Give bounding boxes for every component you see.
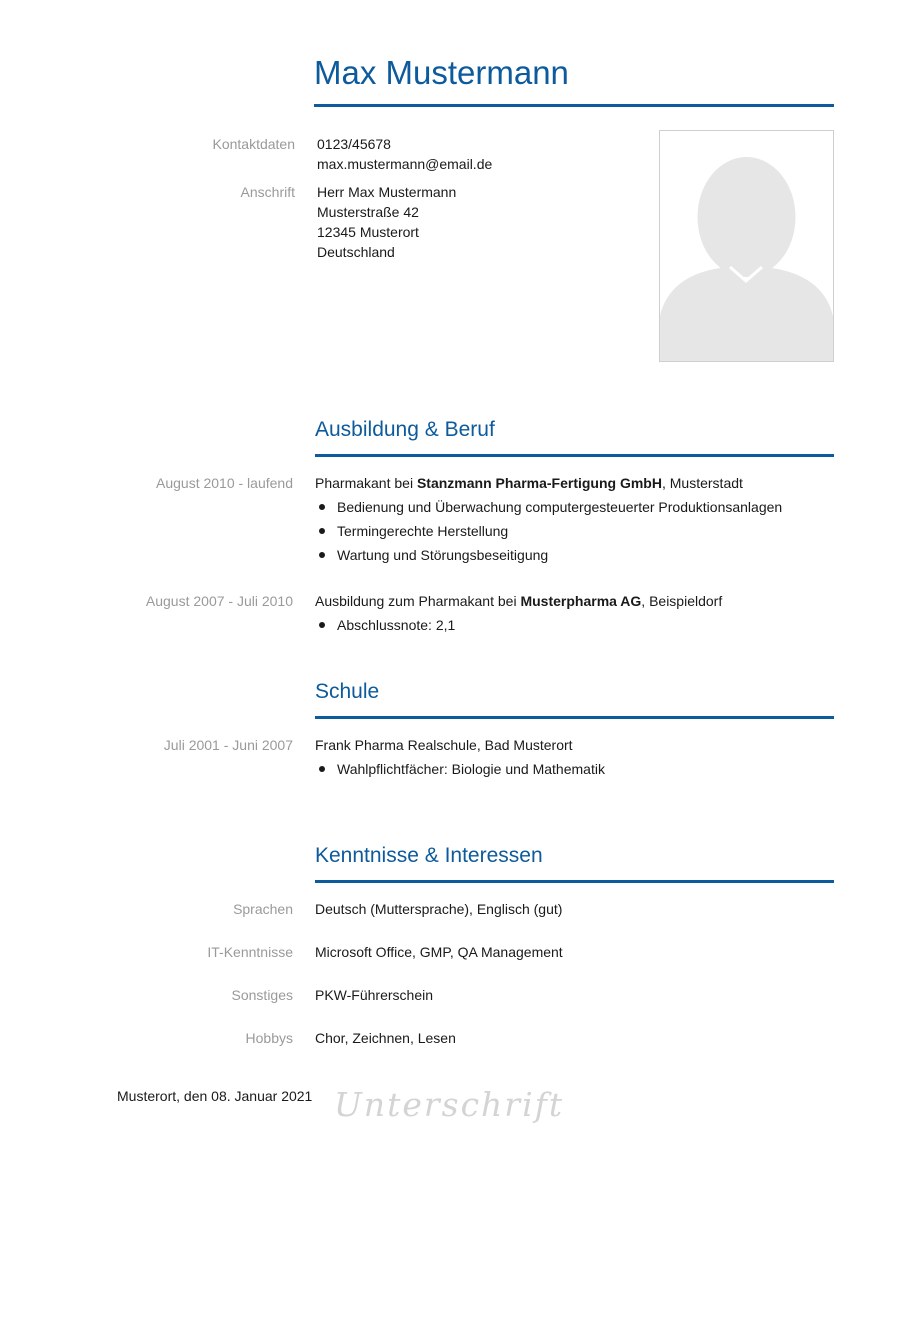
list-item: Wartung und Störungsbeseitigung [337, 547, 549, 563]
entry-title: Ausbildung zum Pharmakant bei Musterpharma AG, Beispieldorf [315, 593, 723, 609]
phone-value: 0123/45678 [317, 136, 391, 152]
address-line: Deutschland [317, 244, 395, 260]
skill-label: IT-Kenntnisse [207, 944, 293, 960]
email-value: max.mustermann@email.de [317, 156, 493, 172]
contact-label: Kontaktdaten [212, 136, 295, 152]
section-divider [315, 880, 834, 883]
list-item: Bedienung und Überwachung computergesteuerter Produktionsanlagen [337, 499, 783, 515]
address-label: Anschrift [240, 184, 295, 200]
address-line: Musterstraße 42 [317, 204, 419, 220]
entry-title: Pharmakant bei Stanzmann Pharma-Fertigung GmbH, Musterstadt [315, 475, 743, 491]
list-item: Wahlpflichtfächer: Biologie und Mathematik [337, 761, 605, 777]
list-item: Termingerechte Herstellung [337, 523, 509, 539]
list-item: Abschlussnote: 2,1 [337, 617, 456, 633]
skill-label: Sprachen [233, 901, 293, 917]
entry-title: Frank Pharma Realschule, Bad Musterort [315, 737, 573, 753]
entry-date: August 2007 - Juli 2010 [145, 593, 293, 609]
address-line: 12345 Musterort [317, 224, 419, 240]
profile-photo [659, 130, 834, 362]
entry-date: August 2010 - laufend [156, 475, 293, 491]
skill-value: Deutsch (Muttersprache), Englisch (gut) [315, 901, 563, 917]
place-date: Musterort, den 08. Januar 2021 [117, 1088, 313, 1104]
cv-name: Max Mustermann [314, 54, 569, 91]
skill-value: Chor, Zeichnen, Lesen [315, 1030, 456, 1046]
person-silhouette-icon [660, 131, 833, 361]
section-divider [315, 454, 834, 457]
header-divider [314, 104, 834, 107]
address-line: Herr Max Mustermann [317, 184, 457, 200]
skill-value: PKW-Führerschein [315, 987, 434, 1003]
skill-label: Hobbys [245, 1030, 293, 1046]
skill-value: Microsoft Office, GMP, QA Management [315, 944, 563, 960]
section-title-career: Ausbildung & Beruf [315, 418, 495, 441]
section-title-school: Schule [315, 680, 380, 703]
section-divider [315, 716, 834, 719]
signature: Unterschrift [334, 1085, 565, 1124]
section-title-skills: Kenntnisse & Interessen [315, 844, 543, 867]
skill-label: Sonstiges [231, 987, 293, 1003]
entry-date: Juli 2001 - Juni 2007 [163, 737, 293, 753]
